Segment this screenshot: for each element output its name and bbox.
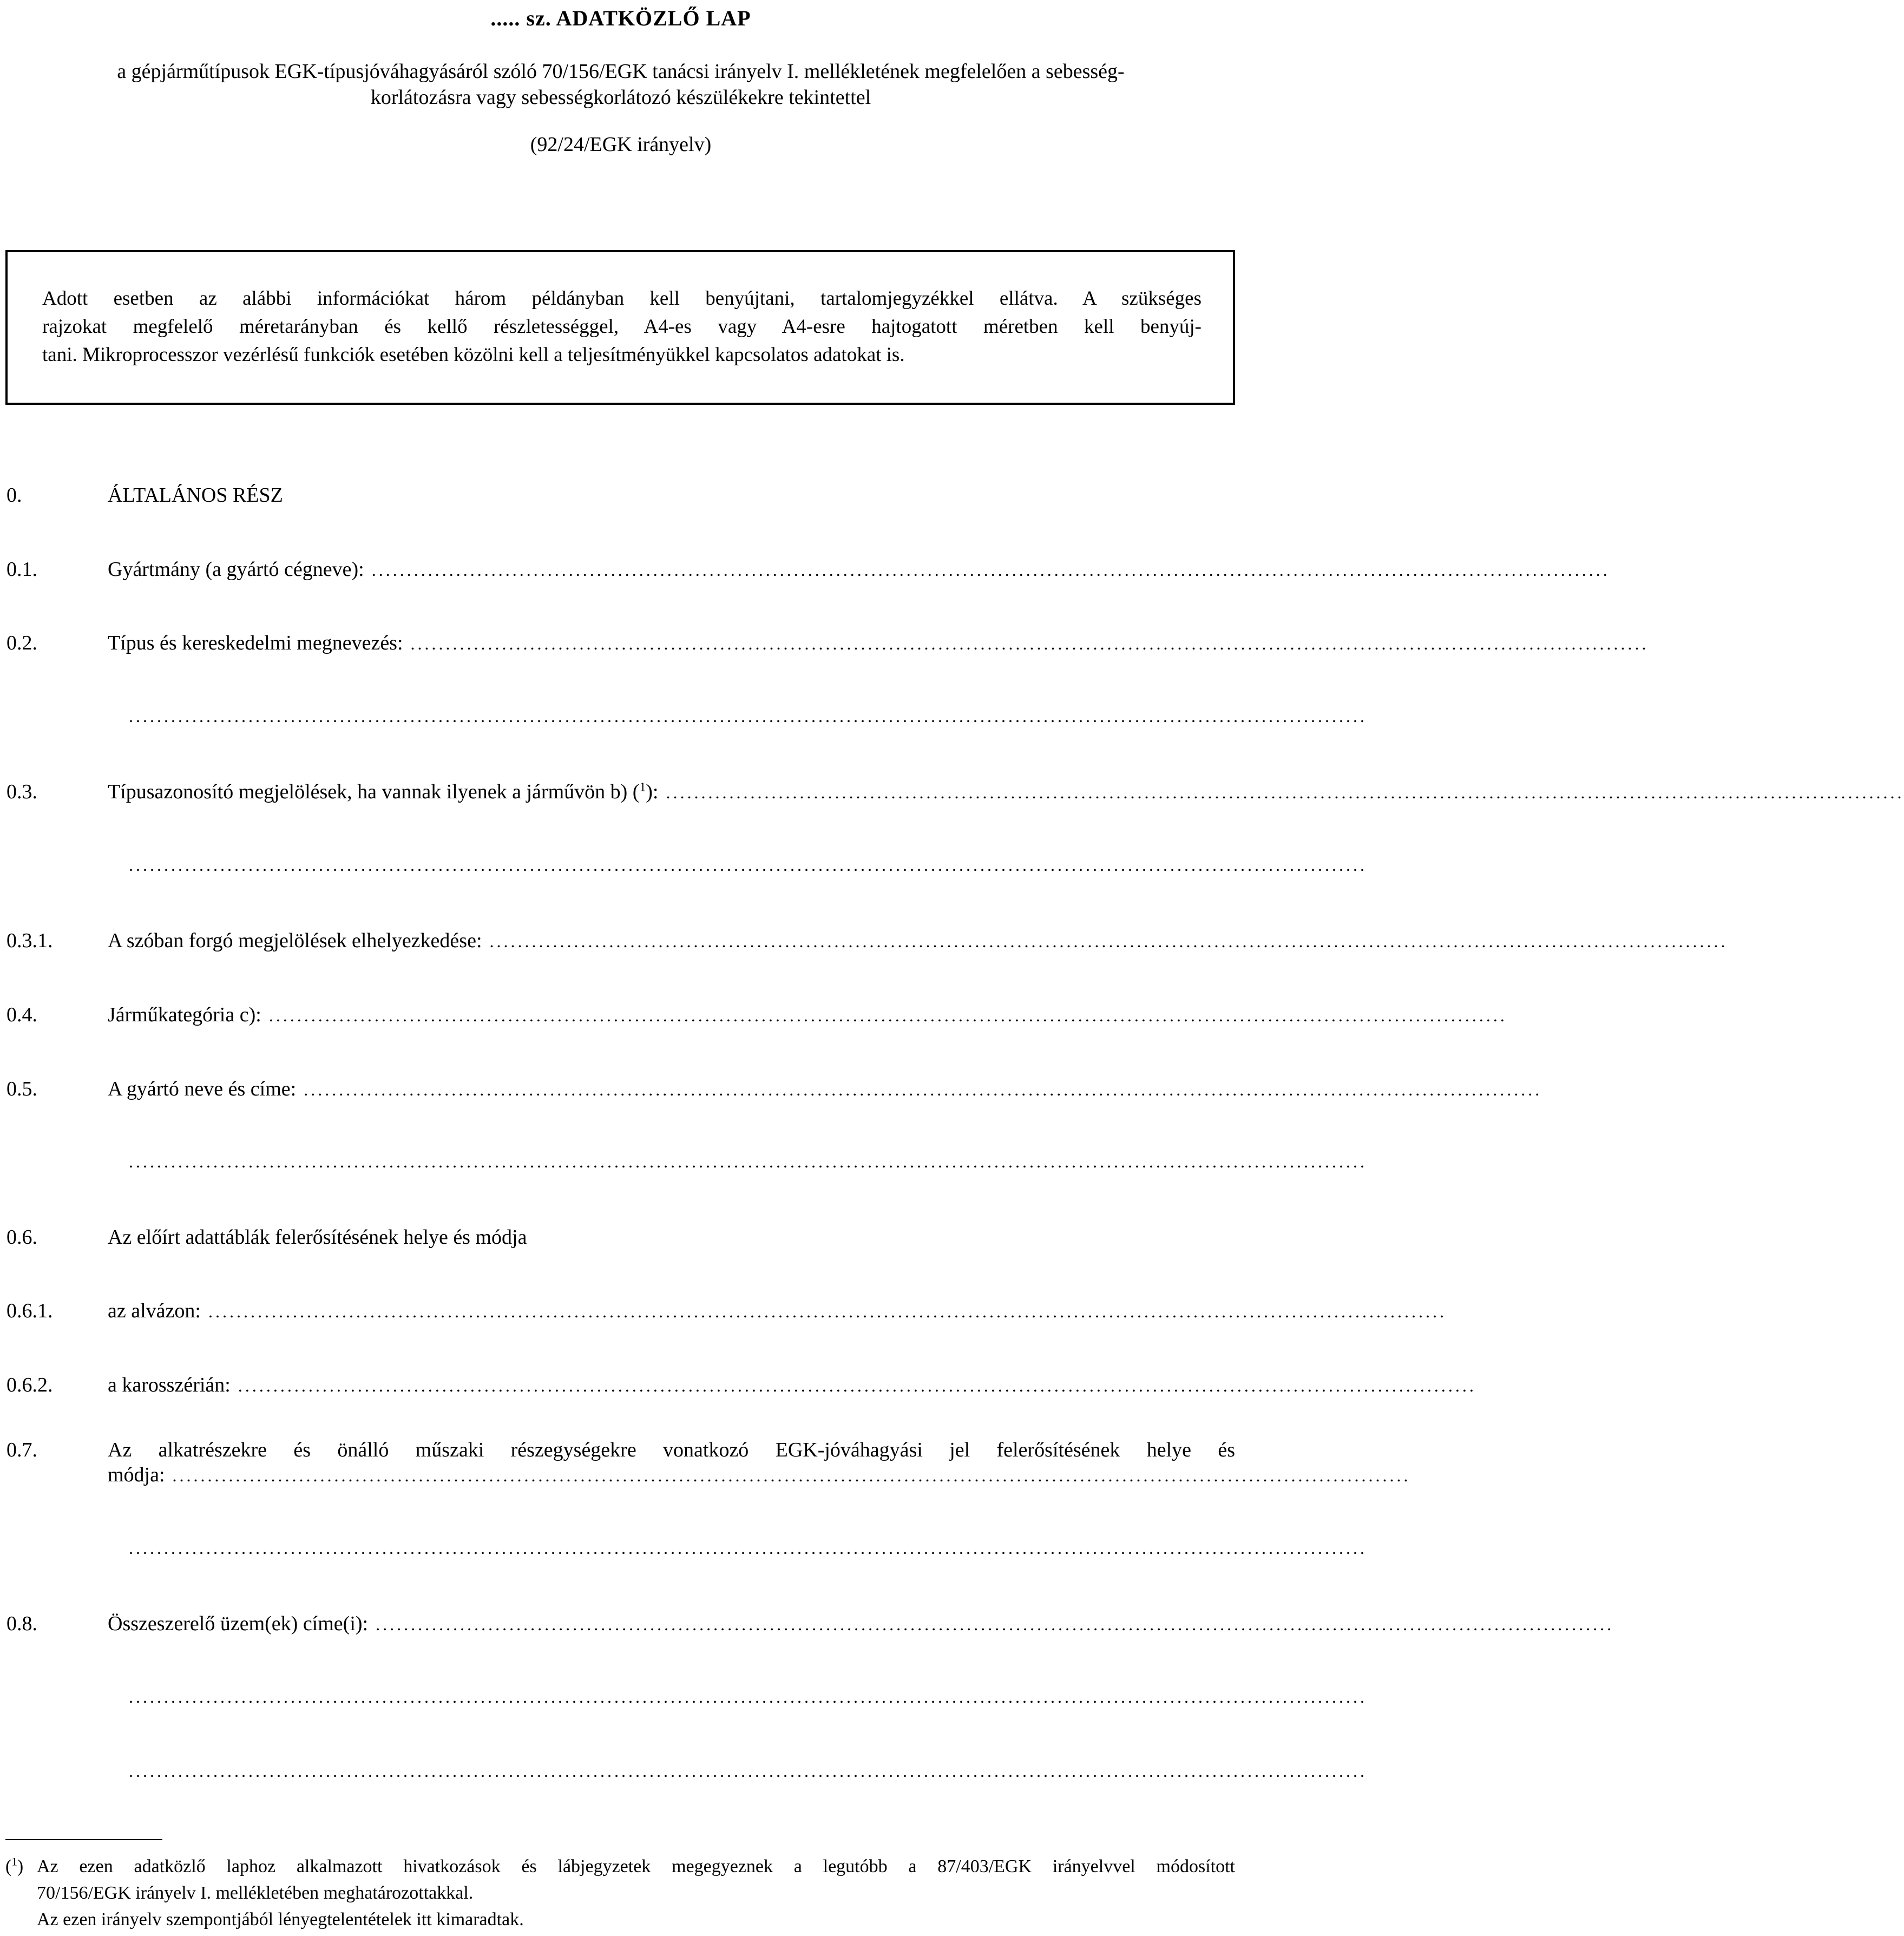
footnote-marker: ($^1$) <box>5 1855 24 1876</box>
field-row-0-2 <box>6 631 1649 658</box>
field-number: 0.3.1. <box>6 929 53 952</box>
field-number: 0.3. <box>6 780 37 803</box>
footnote-reference: 1 <box>639 780 646 795</box>
form-subtitle-line-1: a gépjárműtípusok EGK-típusjóváhagyásáról szóló 70/156/EGK tanácsi irányelv I. mellékletének megfelelően a sebesség- <box>117 60 1125 83</box>
form-title: ..... sz. ADATKÖZLŐ LAP <box>490 6 751 30</box>
footnote-line-3: Az ezen irányelv szempontjából lényegtelentételek itt kimaradtak. <box>37 1909 524 1930</box>
field-number: 0.6.1. <box>6 1300 53 1322</box>
instructions-line-2: rajzokat megfelelő méretarányban és kellő részletességgel, A4-es vagy A4-esre hajtogatott méretben kell benyúj- <box>42 316 1202 338</box>
fill-line-manufacturer-address[interactable]: ................................................................................................................................................................................ <box>304 1080 1542 1099</box>
field-number: 0.8. <box>6 1612 37 1635</box>
section-number: 0. <box>6 484 22 507</box>
instructions-line-1: Adott esetben az alábbi információkat három példányban kell benyújtani, tartalomjegyzékkel ellátva. A szükséges <box>42 287 1202 310</box>
section-title: ÁLTALÁNOS RÉSZ <box>108 484 283 507</box>
field-number: 0.1. <box>6 558 37 581</box>
fill-line-approval-mark-continued[interactable]: ................................................................................................................................................................................ <box>129 1538 1367 1558</box>
field-number: 0.4. <box>6 1003 37 1026</box>
field-label-approval-mark-line-2: módja: <box>108 1464 165 1486</box>
field-label-plates: Az előírt adattáblák felerősítésének helye és módja <box>108 1226 527 1249</box>
field-number: 0.2. <box>6 632 37 654</box>
instructions-box <box>5 250 1235 405</box>
field-row-0-7-continued <box>6 1463 1411 1490</box>
fill-line-type-identification[interactable]: ................................................................................................................................................................................ <box>666 783 1904 802</box>
fill-line-assembly-plants-continued-1[interactable]: ................................................................................................................................................................................ <box>129 1687 1367 1707</box>
fill-line-vehicle-category[interactable]: ................................................................................................................................................................................ <box>268 1006 1507 1025</box>
fill-line-approval-mark[interactable]: ................................................................................................................................................................................ <box>172 1466 1411 1485</box>
field-label-marking-location: A szóban forgó megjelölések elhelyezkedése: <box>108 929 482 952</box>
field-row-0-1 <box>6 557 1610 585</box>
fill-line-type-identification-continued[interactable]: ................................................................................................................................................................................ <box>129 855 1367 875</box>
field-label-assembly-plants: Összeszerelő üzem(ek) címe(i): <box>108 1612 369 1635</box>
field-label-type-identification: Típusazonosító megjelölések, ha vannak ilyenek a járművön b) ($^1$): <box>108 780 659 803</box>
directive-reference: (92/24/EGK irányelv) <box>530 133 712 156</box>
field-row-0-5 <box>6 1077 1542 1104</box>
fill-line-manufacturer-address-continued[interactable]: ................................................................................................................................................................................ <box>129 1152 1367 1171</box>
fill-line-assembly-plants[interactable]: ................................................................................................................................................................................ <box>376 1615 1614 1634</box>
instructions-line-3: tani. Mikroprocesszor vezérlésű funkciók esetében közölni kell a teljesítményükkel kapcsolatos adatokat is. <box>42 344 905 366</box>
field-label-body: a karosszérián: <box>108 1374 231 1396</box>
field-number: 0.6. <box>6 1226 37 1249</box>
field-row-0-6-1 <box>6 1299 1447 1326</box>
field-number: 0.7. <box>6 1439 37 1461</box>
fill-line-assembly-plants-continued-2[interactable]: ................................................................................................................................................................................ <box>129 1761 1367 1781</box>
fill-line-chassis[interactable]: ................................................................................................................................................................................ <box>208 1302 1447 1321</box>
field-number: 0.5. <box>6 1078 37 1100</box>
footnote-separator <box>5 1839 162 1840</box>
field-label-manufacturer-address: A gyártó neve és címe: <box>108 1078 297 1100</box>
field-row-0-4 <box>6 1003 1507 1030</box>
field-row-0-3 <box>6 780 1904 807</box>
field-label-manufacturer: Gyártmány (a gyártó cégneve): <box>108 558 364 581</box>
section-0-heading <box>6 483 1235 510</box>
field-row-0-6 <box>6 1225 1235 1252</box>
fill-line-body[interactable]: ................................................................................................................................................................................ <box>238 1376 1476 1395</box>
field-row-0-3-1 <box>6 929 1728 956</box>
form-subtitle-line-2: korlátozásra vagy sebességkorlátozó készülékekre tekintettel <box>370 86 871 109</box>
footnote-line-1: Az ezen adatközlő laphoz alkalmazott hivatkozások és lábjegyzetek megegyeznek a legutóbb a 87/403/EGK irányelvvel módosított <box>37 1856 1235 1876</box>
field-row-0-6-2 <box>6 1373 1476 1400</box>
field-label-vehicle-category: Járműkategória c): <box>108 1003 261 1026</box>
field-label-chassis: az alvázon: <box>108 1300 201 1322</box>
field-number: 0.6.2. <box>6 1374 53 1396</box>
field-label-type-name: Típus és kereskedelmi megnevezés: <box>108 632 403 654</box>
field-label-approval-mark-line-1: Az alkatrészekre és önálló műszaki részegységekre vonatkozó EGK-jóváhagyási jel felerősítésének helye és <box>108 1439 1235 1461</box>
field-row-0-8 <box>6 1612 1614 1639</box>
fill-line-type-name[interactable]: ................................................................................................................................................................................ <box>410 634 1649 653</box>
fill-line-marking-location[interactable]: ................................................................................................................................................................................ <box>489 931 1728 951</box>
fill-line-manufacturer[interactable]: ................................................................................................................................................................................ <box>371 560 1610 580</box>
footnote-line-2: 70/156/EGK irányelv I. mellékletében meghatározottakkal. <box>37 1883 474 1903</box>
fill-line-type-name-continued[interactable]: ................................................................................................................................................................................ <box>129 706 1367 726</box>
